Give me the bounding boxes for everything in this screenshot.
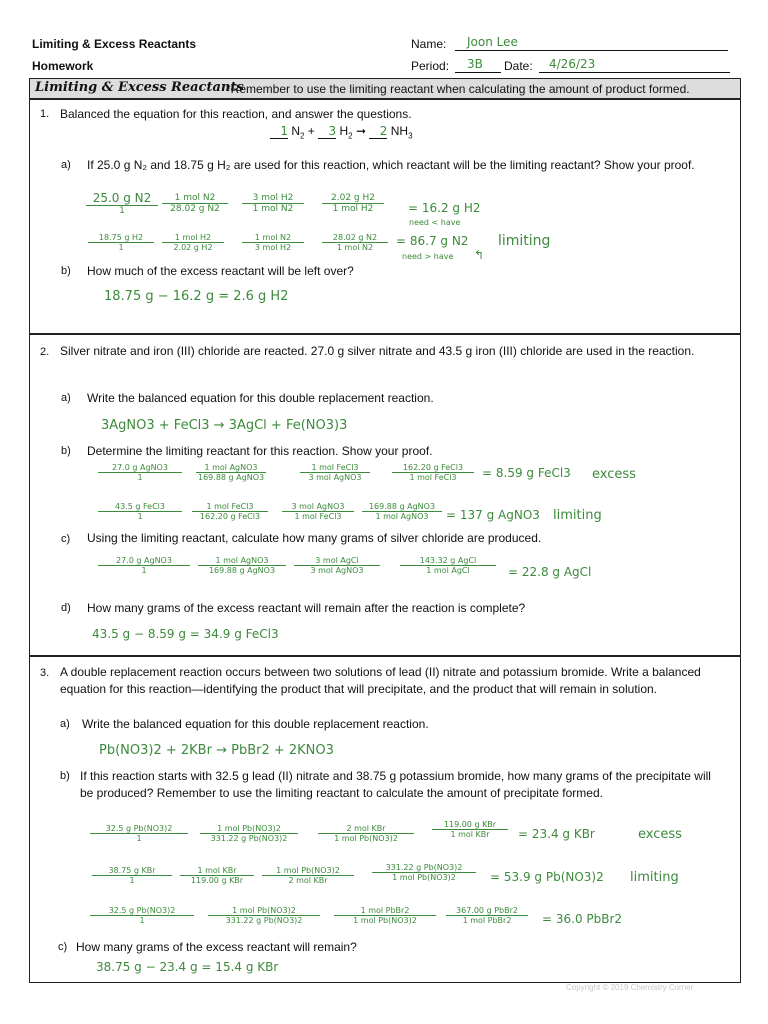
q3c-answer: 38.75 g − 23.4 g = 15.4 g KBr [96, 960, 279, 974]
q1a-w2-term1: $\frac{\text{18.75 g H2}}{1}$ [88, 233, 154, 252]
q2b-label: b) [61, 445, 71, 457]
q1a-arrow-icon: ↰ [474, 248, 485, 262]
q2b-w1-term3: 1 mol FeCl3 3 mol AgNO3 [300, 463, 370, 482]
q2c-term1: 27.0 g AgNO3 1 [98, 556, 190, 575]
q3b-label: b) [60, 770, 70, 782]
q3c-text: How many grams of the excess reactant will remain? [76, 940, 357, 954]
q2b-w1-result: = 8.59 g FeCl3 [482, 466, 571, 480]
q3b-w2-term4: 331.22 g Pb(NO3)2 1 mol Pb(NO3)2 [372, 863, 476, 882]
q1a-w2-term4: 28.02 g N2 1 mol N2 [322, 233, 388, 252]
q1-text: Balanced the equation for this reaction, and answer the questions. [60, 107, 412, 121]
q2b-w1-term2: 1 mol AgNO3 169.88 g AgNO3 [198, 463, 265, 482]
q1-eq-h2: H [339, 124, 349, 138]
worksheet-subtitle: Homework [32, 59, 94, 73]
q2c-text: Using the limiting reactant, calculate how many grams of silver chloride are produced. [87, 531, 542, 545]
q2b-limiting-label: limiting [553, 508, 602, 523]
q1-coef-n2: 1 [280, 124, 288, 138]
q1-coef-nh3: 2 [379, 124, 388, 138]
q2d-answer: 43.5 g − 8.59 g = 34.9 g FeCl3 [92, 627, 279, 641]
name-label: Name: [411, 37, 447, 51]
q2d-text: How many grams of the excess reactant will remain after the reaction is complete? [87, 601, 526, 615]
q3b-w3-term3: 1 mol PbBr2 1 mol Pb(NO3)2 [334, 906, 436, 925]
q1b-text: How much of the excess reactant will be left over? [87, 264, 354, 278]
q3b-w1-term2: 1 mol Pb(NO3)2 331.22 g Pb(NO3)2 [200, 824, 298, 843]
q3-number: 3. [40, 667, 50, 679]
q3b-w2-term3: 1 mol Pb(NO3)2 2 mol KBr [262, 866, 354, 885]
q1a-text: If 25.0 g N₂ and 18.75 g H₂ are used for this reaction, which reactant will be the limiting reactant? Show your proof. [87, 158, 695, 172]
q1a-w1-term1: 25.0 g N2 1 [86, 191, 158, 216]
q1a-w1-term3: 3 mol H2 1 mol N2 [242, 193, 304, 214]
q2d-label: d) [61, 602, 71, 614]
q3b-w3-result: = 36.0 PbBr2 [542, 912, 623, 926]
q1a-w1-result: = 16.2 g H2 [408, 201, 481, 215]
name-field [455, 36, 728, 51]
q3b-w1-result: = 23.4 g KBr [518, 827, 595, 841]
q3b-w2-result: = 53.9 g Pb(NO3)2 [490, 870, 604, 884]
q3b-w1-term3: 2 mol KBr 1 mol Pb(NO3)2 [318, 824, 414, 843]
period-label: Period: [411, 59, 450, 73]
banner [29, 78, 741, 99]
date-field [539, 58, 730, 73]
period-value: 3B [467, 57, 483, 71]
q1a-w2-result: = 86.7 g N2 [396, 234, 469, 248]
q2a-label: a) [61, 392, 71, 404]
q3b-text: If this reaction starts with 32.5 g lead (II) nitrate and 38.75 g potassium bromide, how many grams of the precipitate will be produced? Remember to use the limiting reactant to calculate the amount of precipitate formed. [80, 769, 711, 800]
q3a-answer: Pb(NO3)2 + 2KBr → PbBr2 + 2KNO3 [99, 743, 334, 758]
q2c-term4: 143.32 g AgCl 1 mol AgCl [400, 556, 496, 575]
q2a-answer: 3AgNO3 + FeCl3 → 3AgCl + Fe(NO3)3 [101, 418, 348, 433]
q1-eq-n2: N [291, 124, 301, 138]
q1a-w2-note: need > have [402, 252, 454, 261]
q1-coef-h2: 3 [328, 124, 337, 138]
q2-text: Silver nitrate and iron (III) chloride are reacted. 27.0 g silver nitrate and 43.5 g iron (III) chloride are used in the reaction. [60, 344, 695, 358]
reaction-arrow-icon: ➞ [355, 124, 367, 138]
q2b-w2-result: = 137 g AgNO3 [446, 508, 540, 522]
q3a-text: Write the balanced equation for this double replacement reaction. [82, 717, 429, 731]
q3b-limiting-label: limiting [630, 870, 679, 885]
period-field [455, 58, 501, 73]
q3b-excess-label: excess [638, 827, 682, 842]
name-value: Joon Lee [467, 35, 518, 49]
q3b-w3-term2: 1 mol Pb(NO3)2 331.22 g Pb(NO3)2 [208, 906, 320, 925]
q2b-w2-term2: 1 mol FeCl3 162.20 g FeCl3 [192, 502, 268, 521]
q3b-w2-term1: 38.75 g KBr 1 [92, 866, 172, 885]
q3c-label: c) [58, 941, 68, 953]
q1a-label: a) [61, 159, 71, 171]
q2c-result: = 22.8 g AgCl [508, 565, 592, 579]
q1-eq-nh3: NH [390, 124, 409, 138]
q2b-w2-term1: 43.5 g FeCl3 1 [98, 502, 182, 521]
q2b-text: Determine the limiting reactant for this reaction. Show your proof. [87, 444, 433, 458]
date-value: 4/26/23 [549, 57, 596, 71]
q3-text: A double replacement reaction occurs between two solutions of lead (II) nitrate and potassium bromide. Write a balanced equation for this reaction—identifying the product that will precipitate, and the product that will remain in solution. [60, 665, 701, 696]
question-3-box [29, 656, 741, 983]
q2b-w2-term3: 3 mol AgNO3 1 mol FeCl3 [282, 502, 354, 521]
q3b-w3-term1: $\frac{\text{32.5 g Pb(NO3)2}}{1}$ [90, 906, 194, 925]
q1a-w2-term2: 1 mol H2 2.02 g H2 [162, 233, 224, 252]
q1b-label: b) [61, 265, 71, 277]
banner-title: Limiting & Excess Reactants [35, 80, 244, 95]
q2b-excess-label: excess [592, 467, 636, 482]
q1a-w1-term2: 1 mol N2 28.02 g N2 [162, 193, 228, 214]
q2a-text: Write the balanced equation for this double replacement reaction. [87, 391, 434, 405]
q1a-limiting-label: limiting [498, 233, 551, 249]
worksheet-title: Limiting & Excess Reactants [32, 37, 197, 51]
q2b-w2-term4: 169.88 g AgNO3 1 mol AgNO3 [362, 502, 442, 521]
q3b-w1-term4: 119.00 g KBr 1 mol KBr [432, 820, 508, 839]
q1a-w1-note: need < have [409, 218, 461, 227]
q3b-w3-term4: 367.00 g PbBr2 1 mol PbBr2 [446, 906, 528, 925]
q3b-w1-term1: $\frac{\text{32.5 g Pb(NO3)2}}{1}$ [90, 824, 188, 843]
q3a-label: a) [60, 718, 70, 730]
q1-equation: 1 $N_2 + 3$ $H_2$ ➞ 2 $NH_3$ [270, 124, 413, 140]
copyright: Copyright © 2019 Chemistry Corner [566, 983, 694, 992]
date-label: Date: [504, 59, 533, 73]
q1a-w1-term4: 2.02 g H2 1 mol H2 [322, 193, 384, 214]
q2-number: 2. [40, 346, 50, 358]
q2b-w1-term4: 162.20 g FeCl3 1 mol FeCl3 [392, 463, 474, 482]
banner-note: *Remember to use the limiting reactant when calculating the amount of product formed. [226, 82, 690, 96]
q3b-w2-term2: 1 mol KBr 119.00 g KBr [180, 866, 254, 885]
q2b-w1-term1: 27.0 g AgNO3 1 [98, 463, 182, 482]
q1b-answer: 18.75 g − 16.2 g = 2.6 g H2 [104, 289, 289, 304]
q1a-w2-term3: 1 mol N2 3 mol H2 [242, 233, 304, 252]
q1-number: 1. [40, 108, 50, 120]
q2c-label: c) [61, 533, 71, 545]
q2c-term3: 3 mol AgCl 3 mol AgNO3 [294, 556, 380, 575]
q2c-term2: 1 mol AgNO3 169.88 g AgNO3 [198, 556, 286, 575]
